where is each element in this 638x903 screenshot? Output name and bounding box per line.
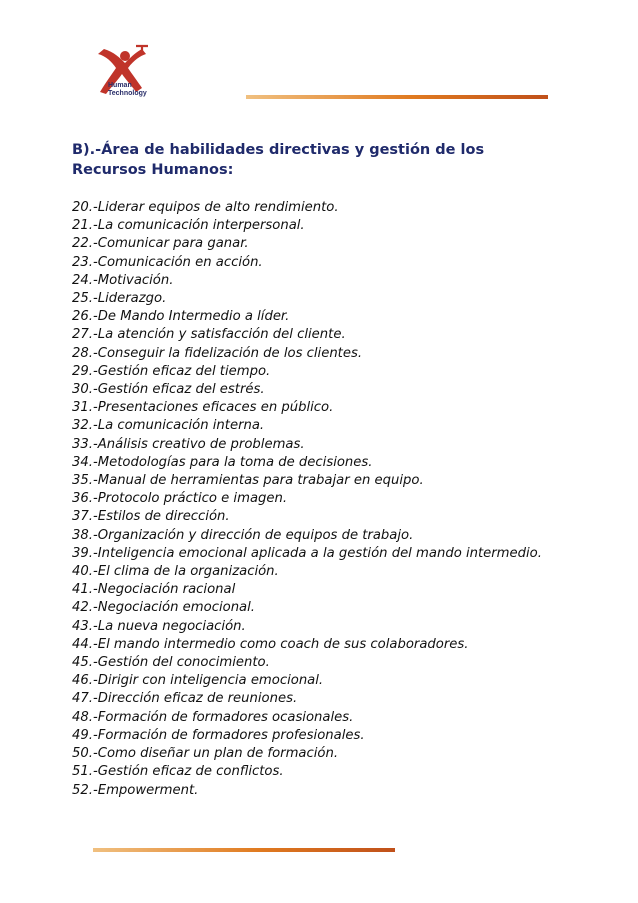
list-item: 39.-Inteligencia emocional aplicada a la gestión del mando intermedio.: [72, 545, 542, 561]
section-heading: B).-Área de habilidades directivas y gestión de los Recursos Humanos:: [72, 142, 485, 178]
list-item: 41.-Negociación racional: [72, 582, 236, 598]
list-item: 33.-Análisis creativo de problemas.: [72, 436, 305, 452]
list-item: 45.-Gestión del conocimiento.: [72, 655, 270, 671]
list-item: 26.-De Mando Intermedio a líder.: [72, 309, 290, 325]
list-item: 21.-La comunicación interpersonal.: [72, 218, 305, 234]
list-item: 35.-Manual de herramientas para trabajar en equipo.: [72, 473, 424, 489]
logo-wordmark: [108, 82, 147, 98]
logo-line-2: Technology: [108, 90, 147, 97]
list-item: 52.-Empowerment.: [72, 782, 199, 798]
list-item: 30.-Gestión eficaz del estrés.: [72, 382, 265, 398]
list-item: 36.-Protocolo práctico e imagen.: [72, 491, 288, 507]
list-item: 22.-Comunicar para ganar.: [72, 236, 249, 252]
list-item: 48.-Formación de formadores ocasionales.: [72, 709, 354, 725]
list-item: 44.-El mando intermedio como coach de sus colaboradores.: [72, 636, 469, 652]
list-item: 20.-Liderar equipos de alto rendimiento.: [72, 200, 339, 215]
list-item: 23.-Comunicación en acción.: [72, 254, 263, 270]
list-item: 46.-Dirigir con inteligencia emocional.: [72, 673, 324, 689]
list-item: 32.-La comunicación interna.: [72, 418, 265, 434]
top-divider: [246, 95, 548, 99]
course-list: [72, 199, 552, 800]
list-item: 38.-Organización y dirección de equipos de trabajo.: [72, 527, 414, 543]
list-item: 40.-El clima de la organización.: [72, 564, 279, 580]
list-item: 25.-Liderazgo.: [72, 291, 167, 307]
bottom-divider: [93, 848, 395, 852]
list-item: 34.-Metodologías para la toma de decisiones.: [72, 454, 373, 470]
logo-line-1: Human: [108, 82, 132, 89]
list-item: 47.-Dirección eficaz de reuniones.: [72, 691, 298, 707]
list-item: 29.-Gestión eficaz del tiempo.: [72, 363, 271, 379]
list-item: 31.-Presentaciones eficaces en público.: [72, 400, 334, 416]
list-item: 51.-Gestión eficaz de conflictos.: [72, 764, 284, 780]
list-item: 28.-Conseguir la fidelización de los clientes.: [72, 345, 363, 361]
list-item: 27.-La atención y satisfacción del cliente.: [72, 327, 346, 343]
list-item: 24.-Motivación.: [72, 272, 174, 288]
list-item: 49.-Formación de formadores profesionales.: [72, 727, 365, 743]
list-item: 50.-Como diseñar un plan de formación.: [72, 746, 339, 762]
list-item: 43.-La nueva negociación.: [72, 618, 246, 634]
list-item: 42.-Negociación emocional.: [72, 600, 255, 616]
list-item: 37.-Estilos de dirección.: [72, 509, 230, 525]
